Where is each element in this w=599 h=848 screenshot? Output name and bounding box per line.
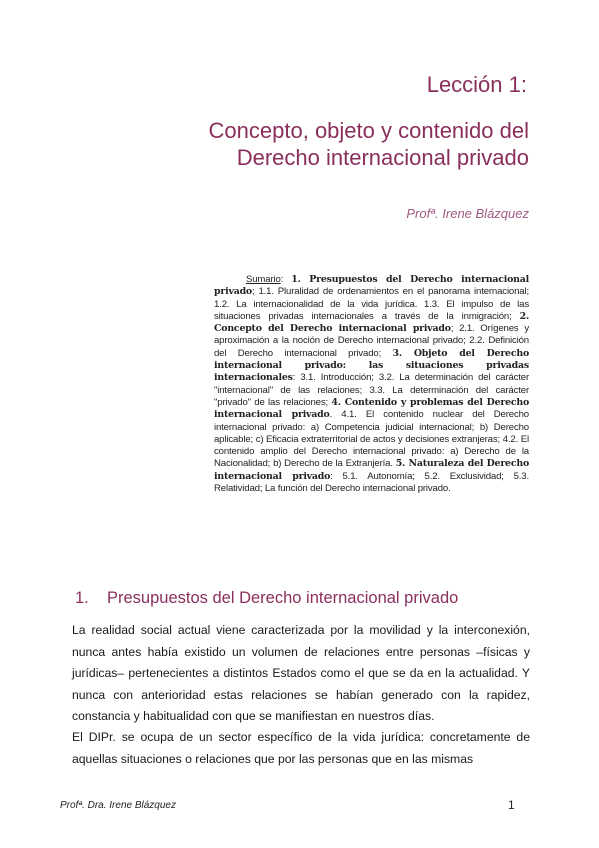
document-title: Concepto, objeto y contenido del Derecho internacional privado [208,118,529,170]
body-paragraph-2: El DIPr. se ocupa de un sector específico de la vida jurídica: concretamente de aquellas situaciones o relaciones que por las personas que en las mismas [72,730,530,766]
summary-section-4-text: . 4.1. El contenido nuclear del Derecho internacional privado: a) Competencia judicial internacional; b) Derecho aplicable; c) Eficacia extraterritorial de actos y decisiones extranjeras; 4.2. El contenido amplio del Derecho internacional privado: a) Derecho de la Nacionalidad; b) Derecho de la Extranjería. [214,409,529,470]
summary-section-3-title: 3. Objeto del Derecho internacional privado: las situaciones privadas internacionales [214,347,530,384]
summary-label: Sumario [246,274,281,285]
section-1-title: Presupuestos del Derecho internacional privado [107,589,459,607]
summary-section-1-title: 1. Presupuestos del Derecho internacional privado [214,274,529,298]
footer-author: Profª. Dra. Irene Blázquez [60,800,176,811]
author-line: Profª. Irene Blázquez [406,206,529,221]
summary-block [214,274,529,495]
body-paragraph-1: La realidad social actual viene caracterizada por la movilidad y la interconexión, nunca antes había existido un volumen de relaciones entre personas –físicas y jurídicas– pertenecientes a distintos Estados como el que se da en la actualidad. Y nunca con anterioridad estas relaciones se habían generado con la rapidez, constancia y habitualidad con que se manifiestan en nuestros días. [72,623,530,723]
summary-section-2-text: ; 2.1. Orígenes y aproximación a la noción de Derecho internacional privado; 2.2. Definición del Derecho internacional privado; [214,323,530,359]
summary-section-2-title: 2. Concepto del Derecho internacional privado [214,310,530,335]
summary-section-5-title: 5. Naturaleza del Derecho internacional privado [214,458,530,482]
summary-section-4-title: 4. Contenido y problemas del Derecho internacional privado [214,396,530,421]
summary-section-3-text: : 3.1. Introducción; 3.2. La determinación del carácter "internacional" de las relaciones; 3.3. La determinación del carácter "privado" de las relaciones; [214,372,529,408]
summary-section-5-text: : 5.1. Autonomía; 5.2. Exclusividad; 5.3. Relatividad; La función del Derecho internacional privado. [214,470,529,495]
summary-colon: : [280,274,292,285]
section-1-heading [75,589,458,608]
summary-section-1-text: ; 1.1. Pluralidad de ordenamientos en el panorama internacional; 1.2. La internacionalidad de la vida jurídica. 1.3. El impulso de las situaciones privadas internacionales a través de la inmigración; [214,286,529,322]
lesson-heading: Lección 1: [426,72,527,97]
section-1-number: 1. [75,589,89,607]
page-number: 1 [508,798,515,812]
